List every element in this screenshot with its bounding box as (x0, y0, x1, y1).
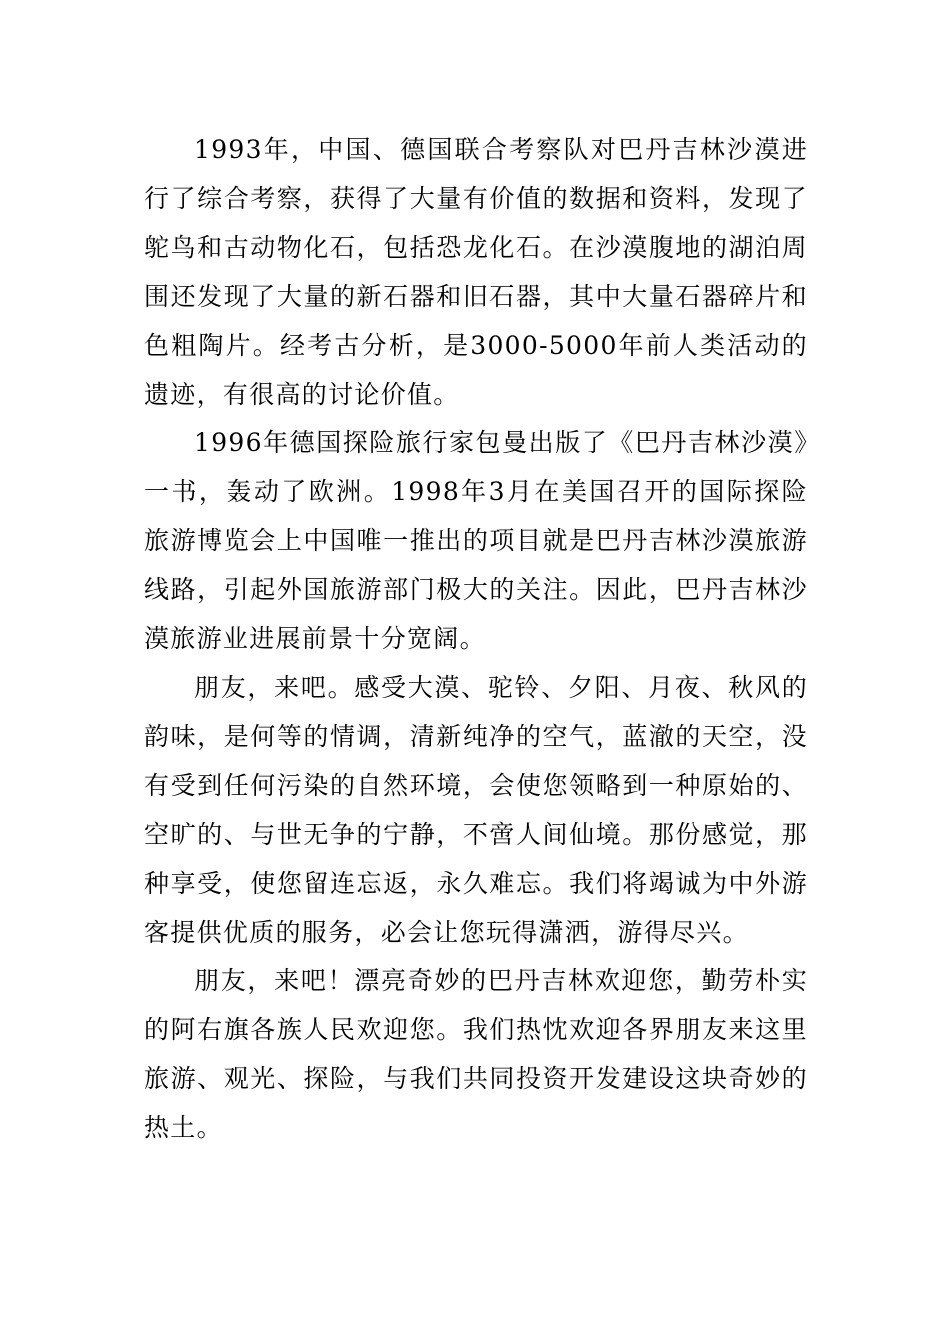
paragraph-4: 朋友，来吧！漂亮奇妙的巴丹吉林欢迎您，勤劳朴实的阿右旗各族人民欢迎您。我们热忱欢迎各界朋友来这里旅游、观光、探险，与我们共同投资开发建设这块奇妙的热土。 (144, 966, 808, 1143)
paragraph-1: 1993年，中国、德国联合考察队对巴丹吉林沙漠进行了综合考察，获得了大量有价值的数据和资料，发现了鸵鸟和古动物化石，包括恐龙化石。在沙漠腹地的湖泊周围还发现了大量的新石器和旧石器，其中大量石器碎片和色粗陶片。经考古分析，是3000-5000年前人类活动的遗迹，有很高的讨论价值。 (144, 135, 808, 409)
paragraph-3: 朋友，来吧。感受大漠、驼铃、夕阳、月夜、秋风的韵味，是何等的情调，清新纯净的空气，蓝澈的天空，没有受到任何污染的自然环境，会使您领略到一种原始的、空旷的、与世无争的宁静，不啻人间仙境。那份感觉，那种享受，使您留连忘返，永久难忘。我们将竭诚为中外游客提供优质的服务，必会让您玩得潇洒，游得尽兴。 (144, 672, 808, 947)
document-body (144, 126, 808, 1153)
paragraph-2: 1996年德国探险旅行家包曼出版了《巴丹吉林沙漠》一书，轰动了欧洲。1998年3月在美国召开的国际探险旅游博览会上中国唯一推出的项目就是巴丹吉林沙漠旅游线路，引起外国旅游部门极大的关注。因此，巴丹吉林沙漠旅游业进展前景十分宽阔。 (144, 428, 808, 654)
